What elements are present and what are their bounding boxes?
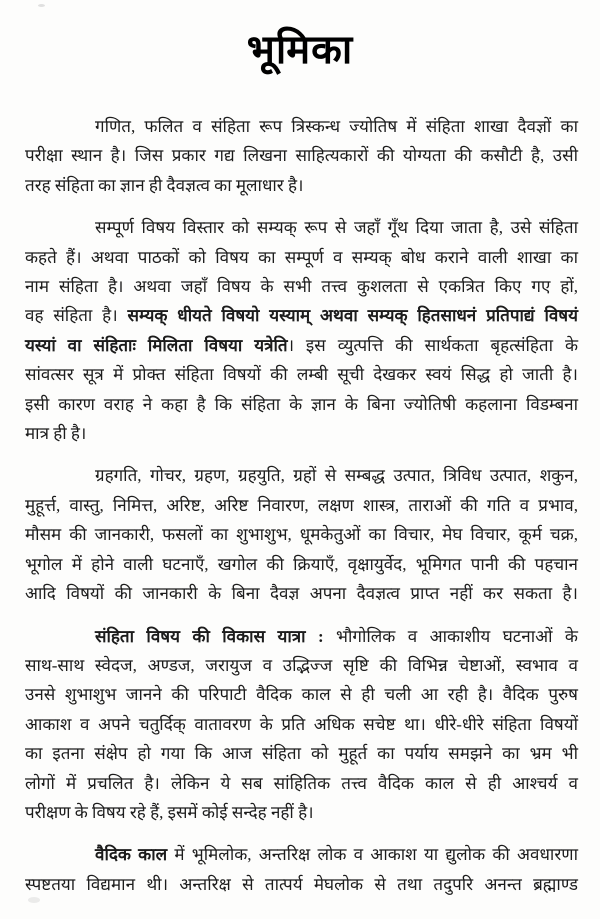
text-line	[25, 461, 578, 490]
text-line	[25, 739, 578, 768]
text-segment: में भूमिलोक, अन्तरिक्ष लोक व आकाश या द्युलोक की अवधारणा	[167, 845, 578, 865]
text-line	[25, 870, 578, 899]
text-line	[25, 112, 578, 141]
text-line	[25, 171, 578, 200]
text-line	[25, 798, 578, 827]
text-segment: सम्पूर्ण विषय विस्तार को सम्यक् रूप से जहाँ गूँथ दिया जाता है, उसे संहिता	[95, 218, 578, 238]
paragraph	[25, 622, 578, 828]
text-segment: भूगोल में होने वाली घटनाएँ, खगोल की क्रियाएँ, वृक्षायुर्वेद, भूमिगत पानी की पहचान	[25, 554, 578, 574]
text-line	[25, 680, 578, 709]
text-segment: गणित, फलित व संहिता रूप त्रिस्कन्ध ज्योतिष में संहिता शाखा दैवज्ञों का	[95, 117, 578, 136]
text-line	[25, 651, 578, 680]
text-line	[25, 272, 578, 301]
text-segment: ग्रहगति, गोचर, ग्रहण, ग्रहयुति, ग्रहों से सम्बद्ध उत्पात, त्रिविध उत्पात, शकुन,	[95, 466, 578, 486]
text-line	[25, 360, 578, 389]
text-segment: वह संहिता है।	[25, 306, 128, 326]
text-segment: साथ-साथ स्वेदज, अण्डज, जरायुज व उद्भिज्ज सृष्टि की विभिन्न चेष्टाओं, स्वभाव व	[25, 655, 578, 675]
text-segment: आदि विषयों की जानकारी के बिना दैवज्ञ अपना दैवज्ञत्व प्राप्त नहीं कर सकता है।	[25, 584, 578, 604]
bold-text-segment: संहिता विषय की विकास यात्रा :	[95, 626, 337, 646]
text-segment: मौसम की जानकारी, फसलों का शुभाशुभ, धूमकेतुओं का विचार, मेघ विचार, कूर्म चक्र,	[25, 525, 578, 545]
paragraph	[25, 840, 578, 899]
page-title: भूमिका	[246, 27, 354, 72]
bold-text-segment: वैदिक काल	[95, 845, 168, 865]
text-line	[25, 520, 578, 549]
text-line	[25, 710, 578, 739]
text-segment: मुहूर्त्त, वास्तु, निमित्त, अरिष्ट, अरिष्ट निवारण, लक्षण शास्त्र, ताराओं की गति व प्रभाव,	[25, 495, 578, 515]
text-segment: आकाश व अपने चतुर्दिक् वातावरण के प्रति अधिक सचेष्ट था। धीरे-धीरे संहिता विषयों	[25, 714, 578, 734]
text-segment: इसी कारण वराह ने कहा है कि संहिता के ज्ञान के बिना ज्योतिषी कहलाना विडम्बना	[25, 394, 578, 414]
bold-text-segment: सम्यक् धीयते विषयो यस्याम् अथवा सम्यक् हितसाधनं प्रतिपाद्यं विषयं	[127, 306, 578, 326]
scan-artifact	[28, 897, 40, 903]
text-segment: कहते हैं। अथवा पाठकों को विषय का सम्पूर्ण व सम्यक् बोध कराने वाली शाखा का	[25, 247, 578, 267]
scan-artifact	[38, 4, 45, 7]
text-segment: । इस व्युत्पत्ति की सार्थकता बृहत्संहिता के	[287, 335, 579, 355]
text-line	[25, 491, 578, 520]
text-line	[25, 769, 578, 798]
text-line	[25, 243, 578, 272]
paragraph	[25, 112, 578, 200]
text-line	[25, 622, 578, 651]
text-line	[25, 213, 578, 242]
text-segment: परीक्षण के विषय रहे हैं, इसमें कोई सन्देह नहीं है।	[25, 802, 314, 822]
text-line	[25, 390, 578, 419]
text-segment: सांवत्सर सूत्र में प्रोक्त संहिता विषयों की लम्बी सूची देखकर स्वयं सिद्ध हो जाती है।	[25, 365, 578, 385]
paragraph	[25, 461, 578, 608]
text-line	[25, 141, 578, 170]
text-segment: भौगोलिक व आकाशीय घटनाओं के	[336, 626, 578, 646]
paragraph	[25, 213, 578, 448]
bold-text-segment: यस्यां वा संहिताः मिलिता विषया यत्रेति	[25, 335, 288, 355]
page-body	[25, 112, 578, 899]
text-line	[25, 579, 578, 608]
text-segment: मात्र ही है।	[25, 424, 87, 444]
text-segment: स्पष्टतया विद्यमान थी। अन्तरिक्ष से तात्पर्य मेघलोक से तथा तदुपरि अनन्त ब्रह्माण्ड	[25, 874, 578, 894]
text-segment: तरह संहिता का ज्ञान ही दैवज्ञत्व का मूलाधार है।	[25, 175, 304, 195]
text-line	[25, 419, 578, 448]
text-segment: परीक्षा स्थान है। जिस प्रकार गद्य लिखना साहित्यकारों की योग्यता की कसौटी है, उसी	[25, 146, 578, 166]
text-line	[25, 840, 578, 869]
text-segment: नाम संहिता है। अथवा जहाँ विषय के सभी तत्त्व कुशलता से एकत्रित किए गए हों,	[25, 277, 578, 297]
text-line	[25, 331, 578, 360]
text-line	[25, 550, 578, 579]
text-segment: का इतना संक्षेप हो गया कि आज संहिता को मुहूर्त का पर्याय समझने का भ्रम भी	[25, 744, 578, 764]
text-segment: लोगों में प्रचलित है। लेकिन ये सब सांहितिक तत्त्व वैदिक काल से ही आश्चर्य व	[25, 773, 578, 793]
text-segment: उनसे शुभाशुभ जानने की परिपाटी वैदिक काल से ही चली आ रही है। वैदिक पुरुष	[25, 685, 578, 705]
text-line	[25, 301, 578, 330]
